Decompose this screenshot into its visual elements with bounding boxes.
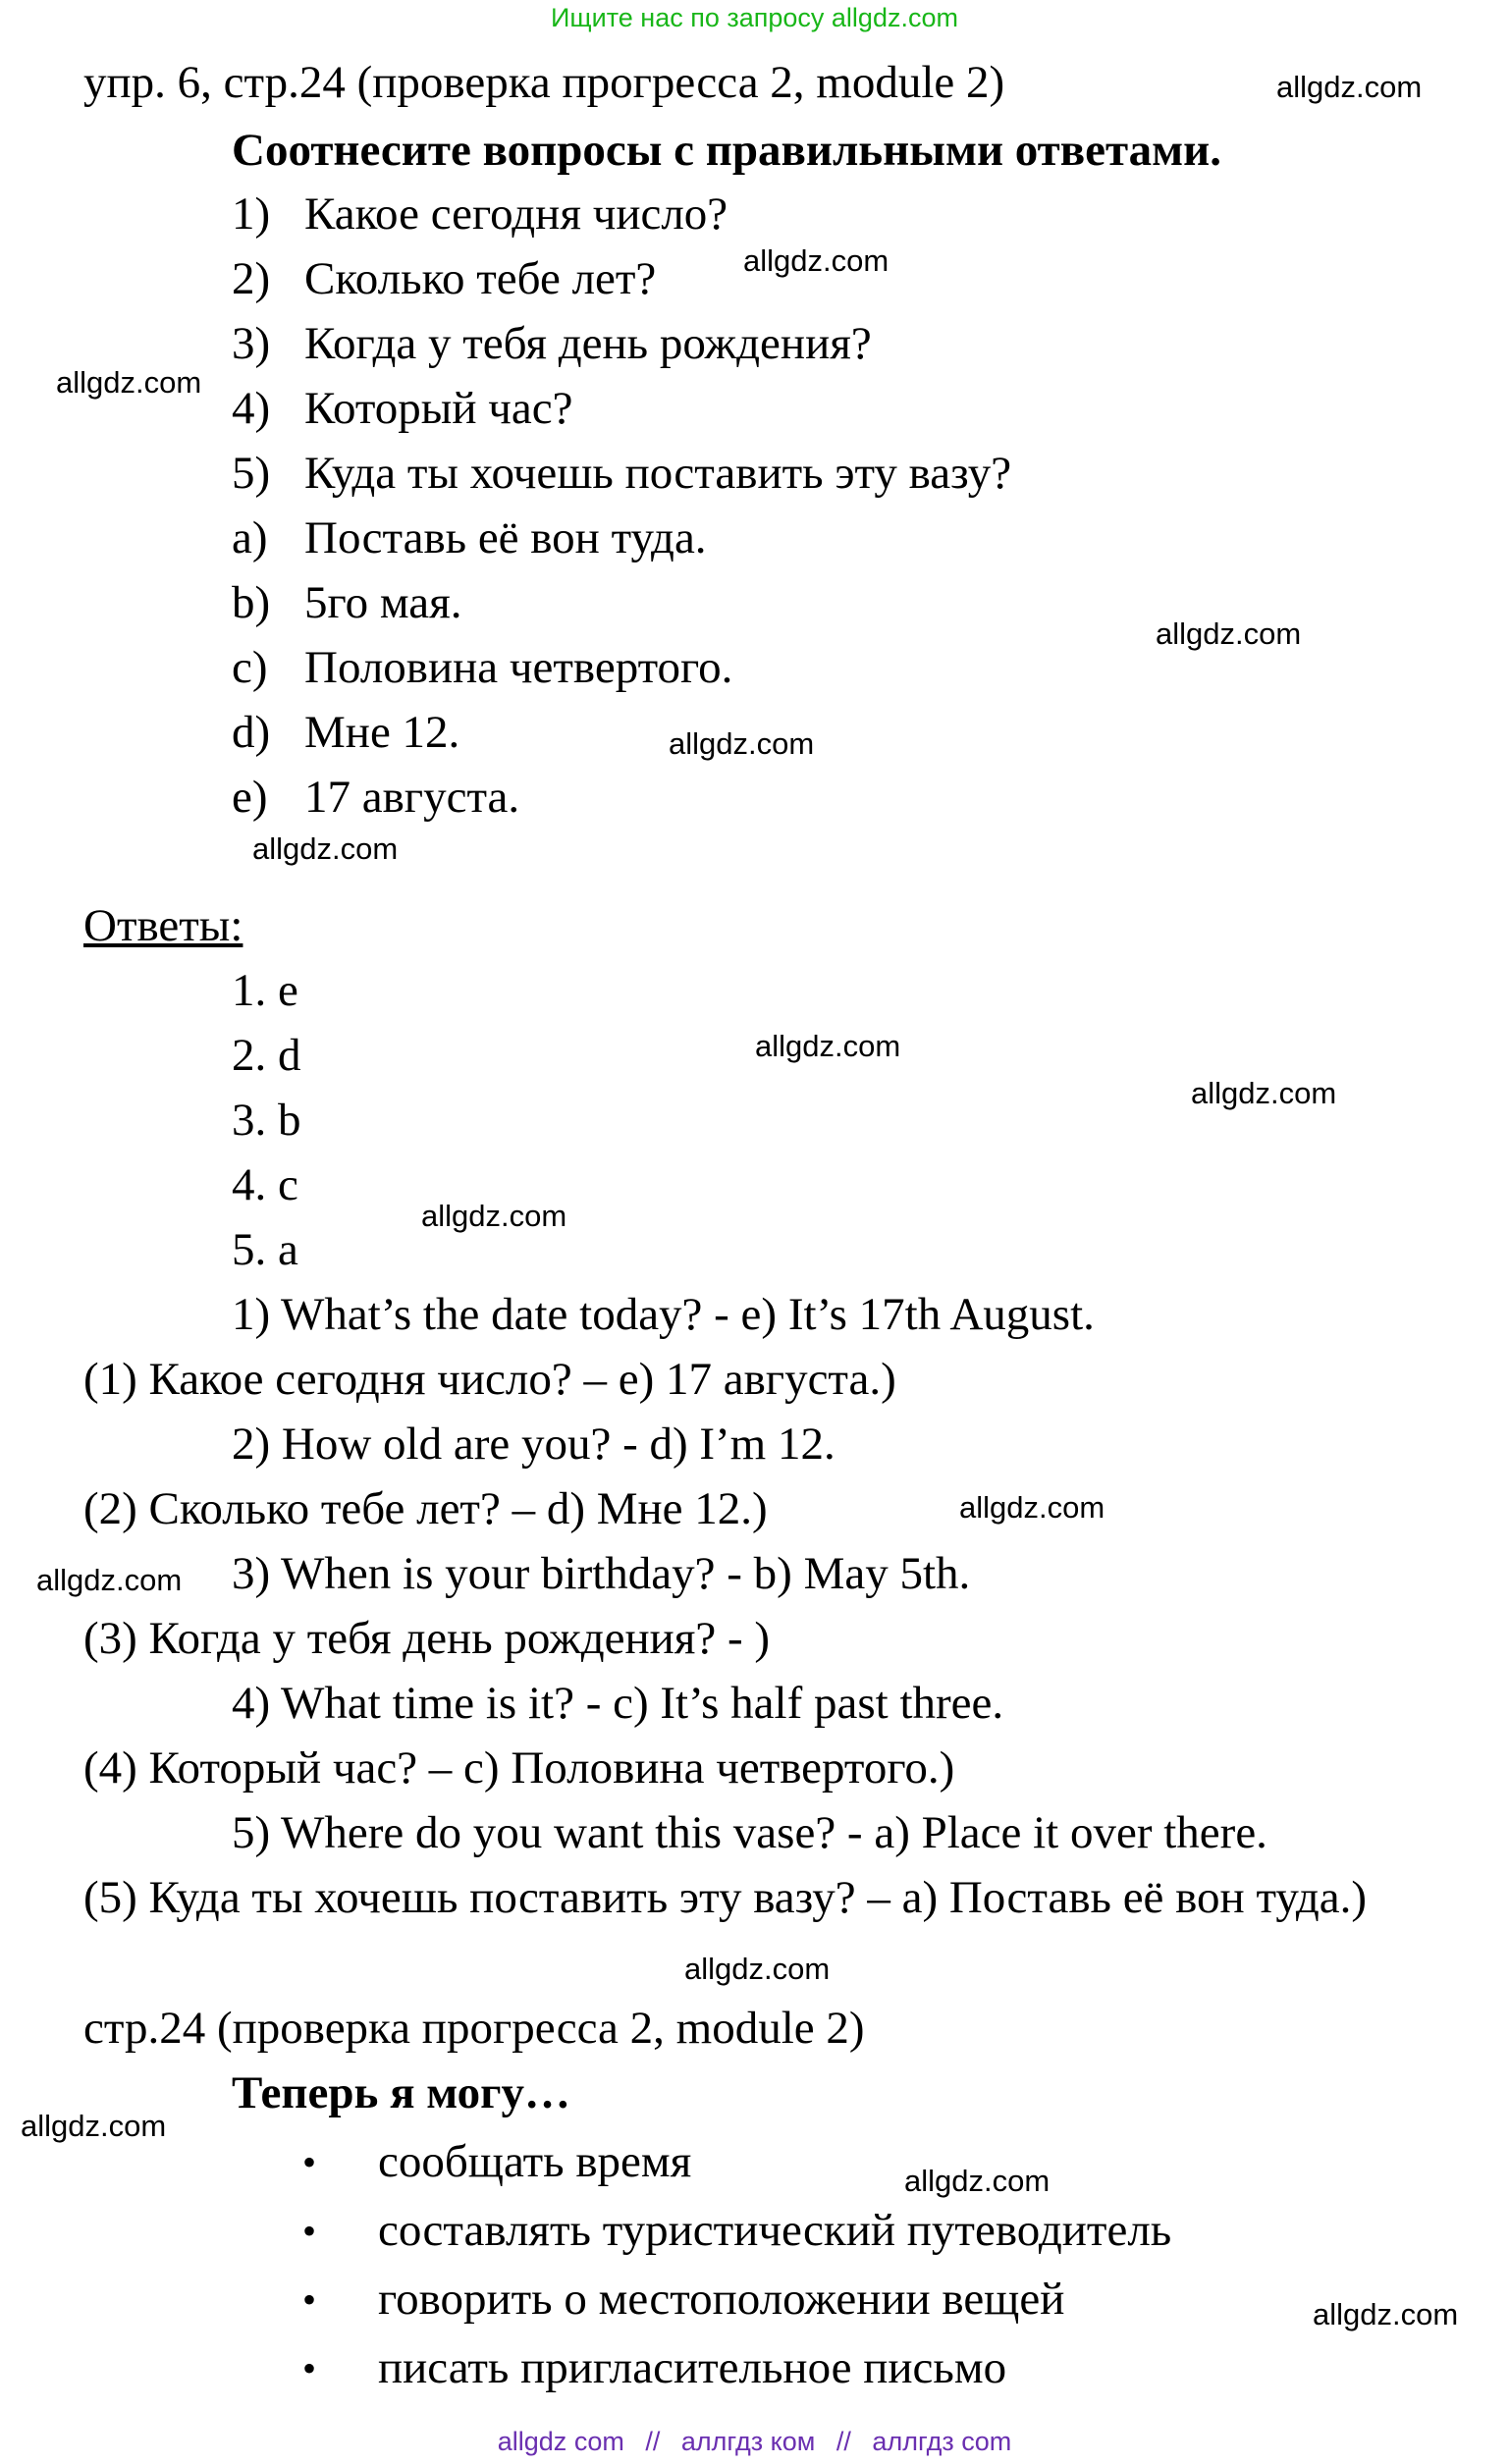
watermark: allgdz.com xyxy=(252,831,399,866)
exercise-title: упр. 6, стр.24 (проверка прогресса 2, module 2) xyxy=(83,57,1005,108)
watermark: allgdz.com xyxy=(755,1029,901,1063)
dialogue-english: 2) How old are you? - d) I’m 12. xyxy=(232,1419,835,1470)
watermark: allgdz.com xyxy=(743,243,889,278)
option-text: 5го мая. xyxy=(304,577,462,628)
answer-item: 5. a xyxy=(232,1224,298,1275)
footer-link[interactable]: allgdz com xyxy=(497,2427,624,2456)
can-do-item: составлять туристический путеводитель xyxy=(378,2205,1172,2256)
option-text: Половина четвертого. xyxy=(304,642,733,693)
answers-heading: Ответы: xyxy=(83,900,243,951)
option-letter: a) xyxy=(232,512,268,563)
option-letter: b) xyxy=(232,577,271,628)
dialogue-russian: (2) Сколько тебе лет? – d) Мне 12.) xyxy=(83,1483,768,1534)
watermark: allgdz.com xyxy=(421,1199,567,1233)
can-do-item: писать пригласительное письмо xyxy=(378,2342,1007,2393)
bullet-icon: • xyxy=(302,2277,317,2322)
bullet-icon: • xyxy=(302,2209,317,2253)
task-instruction: Соотнесите вопросы с правильными ответами. xyxy=(232,125,1221,176)
bullet-icon: • xyxy=(302,2140,317,2184)
dialogue-english: 4) What time is it? - c) It’s half past three. xyxy=(232,1678,1004,1729)
question-text: Сколько тебе лет? xyxy=(304,253,657,304)
watermark: allgdz.com xyxy=(684,1952,831,1986)
watermark: allgdz.com xyxy=(1276,70,1423,104)
question-text: Который час? xyxy=(304,383,573,434)
question-number: 4) xyxy=(232,383,271,434)
answer-item: 3. b xyxy=(232,1095,301,1146)
option-letter: c) xyxy=(232,642,268,693)
watermark: allgdz.com xyxy=(669,726,815,761)
footer-link[interactable]: аллгдз ком xyxy=(680,2427,816,2456)
watermark: allgdz.com xyxy=(904,2164,1051,2198)
section2-heading: Теперь я могу… xyxy=(232,2067,571,2118)
watermark: allgdz.com xyxy=(36,1563,183,1597)
watermark: allgdz.com xyxy=(1313,2297,1459,2331)
watermark: allgdz.com xyxy=(959,1490,1105,1525)
dialogue-english: 3) When is your birthday? - b) May 5th. xyxy=(232,1548,971,1599)
option-text: Мне 12. xyxy=(304,707,460,758)
question-number: 5) xyxy=(232,448,271,499)
bullet-icon: • xyxy=(302,2346,317,2390)
question-text: Куда ты хочешь поставить эту вазу? xyxy=(304,448,1012,499)
option-letter: d) xyxy=(232,707,271,758)
dialogue-russian: (5) Куда ты хочешь поставить эту вазу? – a) Поставь её вон туда.) xyxy=(83,1872,1368,1923)
option-text: 17 августа. xyxy=(304,772,520,823)
section2-title: стр.24 (проверка прогресса 2, module 2) xyxy=(83,2003,865,2054)
answer-item: 1. e xyxy=(232,965,298,1016)
dialogue-english: 5) Where do you want this vase? - a) Place it over there. xyxy=(232,1807,1267,1858)
watermark: allgdz.com xyxy=(1191,1076,1337,1110)
question-number: 2) xyxy=(232,253,271,304)
footer-separator: // xyxy=(645,2427,661,2456)
question-text: Когда у тебя день рождения? xyxy=(304,318,872,369)
watermark: allgdz.com xyxy=(21,2109,167,2143)
header-banner[interactable]: Ищите нас по запросу allgdz.com xyxy=(551,3,958,32)
watermark: allgdz.com xyxy=(1156,616,1302,651)
can-do-item: сообщать время xyxy=(378,2136,692,2187)
dialogue-russian: (1) Какое сегодня число? – e) 17 августа.) xyxy=(83,1354,896,1405)
option-text: Поставь её вон туда. xyxy=(304,512,707,563)
dialogue-russian: (4) Который час? – c) Половина четвертого.) xyxy=(83,1742,955,1794)
footer-link[interactable]: аллгдз com xyxy=(872,2427,1012,2456)
answer-item: 4. c xyxy=(232,1159,298,1210)
answer-item: 2. d xyxy=(232,1030,301,1081)
footer-separator: // xyxy=(835,2427,851,2456)
option-letter: e) xyxy=(232,772,268,823)
watermark: allgdz.com xyxy=(56,365,202,400)
dialogue-english: 1) What’s the date today? - e) It’s 17th August. xyxy=(232,1289,1095,1340)
dialogue-russian: (3) Когда у тебя день рождения? - ) xyxy=(83,1613,771,1664)
footer-links xyxy=(0,2426,1509,2457)
question-number: 1) xyxy=(232,188,271,240)
question-number: 3) xyxy=(232,318,271,369)
question-text: Какое сегодня число? xyxy=(304,188,728,240)
can-do-item: говорить о местоположении вещей xyxy=(378,2274,1065,2325)
